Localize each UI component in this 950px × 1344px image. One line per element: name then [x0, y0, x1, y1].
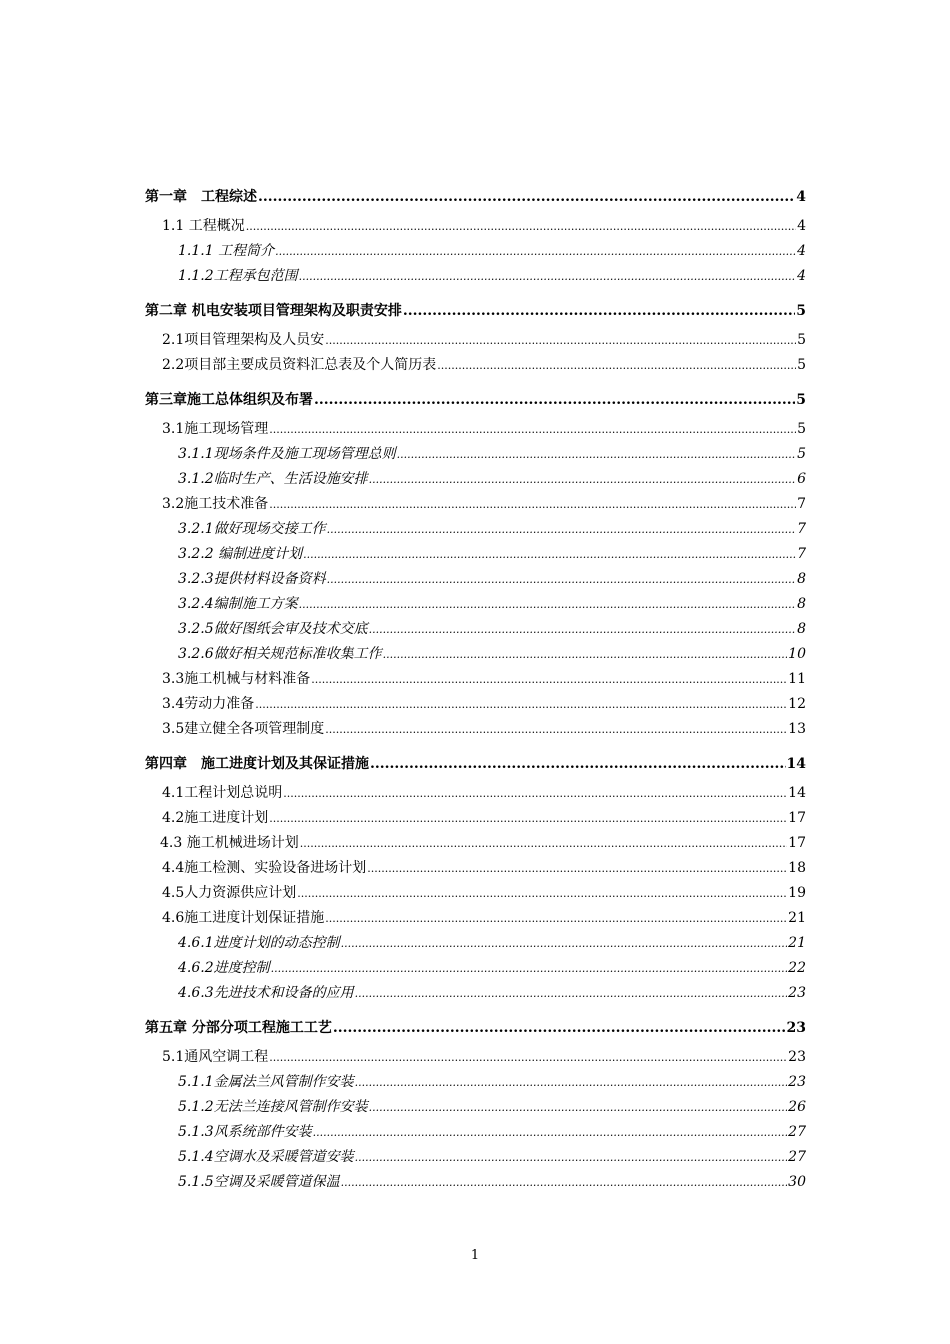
leader-dots — [269, 1045, 787, 1070]
toc-page: 23 — [788, 1049, 806, 1065]
leader-dots — [311, 667, 787, 692]
leader-dots — [325, 906, 787, 931]
toc-title: 3.2施工技术准备 — [162, 496, 269, 512]
toc-subsection[interactable] — [145, 1145, 806, 1170]
toc-page: 4 — [797, 218, 806, 234]
toc-page: 23 — [786, 1020, 806, 1036]
toc-page: 6 — [797, 471, 806, 487]
leader-dots — [369, 1095, 788, 1120]
toc-section[interactable] — [145, 831, 806, 856]
toc-subsection[interactable] — [145, 442, 806, 467]
toc-title: 4.6.1进度计划的动态控制 — [178, 935, 340, 951]
toc-chapter[interactable] — [145, 299, 806, 324]
leader-dots — [258, 185, 795, 210]
toc-page: 21 — [788, 935, 806, 951]
toc-title: 第五章 分部分项工程施工工艺 — [145, 1020, 332, 1036]
table-of-contents — [145, 185, 806, 1195]
toc-chapter[interactable] — [145, 1016, 806, 1041]
leader-dots — [297, 881, 787, 906]
toc-page: 8 — [797, 596, 806, 612]
toc-subsection[interactable] — [145, 517, 806, 542]
toc-subsection[interactable] — [145, 617, 806, 642]
leader-dots — [313, 1120, 788, 1145]
toc-title: 4.6.3先进技术和设备的应用 — [178, 985, 354, 1001]
toc-title: 1.1 工程概况 — [162, 218, 245, 234]
toc-subsection[interactable] — [145, 956, 806, 981]
leader-dots — [355, 1070, 788, 1095]
toc-title: 5.1通风空调工程 — [162, 1049, 269, 1065]
toc-page: 17 — [788, 810, 806, 826]
toc-title: 3.1.2临时生产、生活设施安排 — [178, 471, 368, 487]
toc-subsection[interactable] — [145, 239, 806, 264]
toc-page: 5 — [796, 303, 806, 319]
toc-page: 23 — [788, 985, 806, 1001]
toc-page: 11 — [788, 671, 806, 687]
toc-title: 4.3 施工机械进场计划 — [160, 835, 299, 851]
toc-title: 3.2.2 编制进度计划 — [178, 546, 303, 562]
toc-subsection[interactable] — [145, 567, 806, 592]
toc-page: 19 — [788, 885, 806, 901]
leader-dots — [437, 353, 796, 378]
toc-title: 3.2.5做好图纸会审及技术交底 — [178, 621, 368, 637]
leader-dots — [369, 617, 796, 642]
toc-subsection[interactable] — [145, 1095, 806, 1120]
leader-dots — [355, 981, 788, 1006]
toc-section[interactable] — [145, 214, 806, 239]
toc-page: 12 — [788, 696, 806, 712]
leader-dots — [403, 299, 795, 324]
toc-chapter[interactable] — [145, 185, 806, 210]
toc-page: 22 — [788, 960, 806, 976]
toc-title: 3.4劳动力准备 — [162, 696, 255, 712]
toc-page: 7 — [797, 546, 806, 562]
toc-title: 3.2.3提供材料设备资料 — [178, 571, 326, 587]
toc-page: 14 — [786, 756, 806, 772]
toc-title: 5.1.2无法兰连接风管制作安装 — [178, 1099, 368, 1115]
toc-page: 5 — [796, 392, 806, 408]
leader-dots — [333, 1016, 786, 1041]
toc-page: 7 — [797, 496, 806, 512]
toc-title: 3.1.1现场条件及施工现场管理总则 — [178, 446, 396, 462]
toc-subsection[interactable] — [145, 931, 806, 956]
leader-dots — [355, 1145, 788, 1170]
toc-title: 3.5建立健全各项管理制度 — [162, 721, 325, 737]
toc-page: 17 — [788, 835, 806, 851]
leader-dots — [303, 542, 796, 567]
toc-page: 5 — [797, 421, 806, 437]
toc-subsection[interactable] — [145, 1070, 806, 1095]
leader-dots — [269, 417, 796, 442]
toc-subsection[interactable] — [145, 1170, 806, 1195]
toc-subsection[interactable] — [145, 467, 806, 492]
toc-title: 2.1项目管理架构及人员安 — [162, 332, 325, 348]
leader-dots — [283, 781, 787, 806]
toc-title: 第二章 机电安装项目管理架构及职责安排 — [145, 303, 402, 319]
leader-dots — [327, 517, 796, 542]
toc-title: 4.4施工检测、实验设备进场计划 — [162, 860, 367, 876]
toc-page: 21 — [788, 910, 806, 926]
toc-page: 27 — [788, 1149, 806, 1165]
toc-title: 2.2项目部主要成员资料汇总表及个人简历表 — [162, 357, 437, 373]
toc-page: 4 — [797, 268, 806, 284]
toc-title: 3.1施工现场管理 — [162, 421, 269, 437]
leader-dots — [327, 567, 796, 592]
toc-subsection[interactable] — [145, 264, 806, 289]
toc-page: 26 — [788, 1099, 806, 1115]
leader-dots — [255, 692, 787, 717]
toc-title: 5.1.5空调及采暖管道保温 — [178, 1174, 340, 1190]
toc-page: 27 — [788, 1124, 806, 1140]
toc-page: 4 — [797, 243, 806, 259]
toc-page: 4 — [796, 189, 806, 205]
toc-title: 4.1工程计划总说明 — [162, 785, 283, 801]
toc-page: 5 — [797, 332, 806, 348]
toc-section[interactable] — [145, 781, 806, 806]
toc-section[interactable] — [145, 1045, 806, 1070]
toc-page: 7 — [797, 521, 806, 537]
toc-title: 4.6施工进度计划保证措施 — [162, 910, 325, 926]
toc-section[interactable] — [145, 692, 806, 717]
page-number: 1 — [470, 1248, 480, 1263]
toc-section[interactable] — [145, 417, 806, 442]
toc-subsection[interactable] — [145, 592, 806, 617]
leader-dots — [269, 492, 796, 517]
toc-section[interactable] — [145, 881, 806, 906]
toc-title: 第一章 工程综述 — [145, 189, 257, 205]
toc-title: 3.2.1做好现场交接工作 — [178, 521, 326, 537]
toc-page: 8 — [797, 621, 806, 637]
toc-page: 23 — [788, 1074, 806, 1090]
toc-subsection[interactable] — [145, 981, 806, 1006]
leader-dots — [275, 239, 796, 264]
leader-dots — [369, 467, 796, 492]
leader-dots — [300, 831, 787, 856]
toc-chapter[interactable] — [145, 752, 806, 777]
toc-page: 5 — [797, 357, 806, 373]
toc-title: 3.3施工机械与材料准备 — [162, 671, 311, 687]
toc-section[interactable] — [145, 353, 806, 378]
leader-dots — [325, 717, 787, 742]
toc-section[interactable] — [145, 856, 806, 881]
leader-dots — [271, 956, 788, 981]
toc-page: 10 — [788, 646, 806, 662]
toc-title: 5.1.3风系统部件安装 — [178, 1124, 312, 1140]
toc-section[interactable] — [145, 492, 806, 517]
toc-chapter[interactable] — [145, 388, 806, 413]
toc-subsection[interactable] — [145, 642, 806, 667]
leader-dots — [367, 856, 787, 881]
leader-dots — [299, 592, 796, 617]
toc-section[interactable] — [145, 806, 806, 831]
toc-title: 第四章 施工进度计划及其保证措施 — [145, 756, 369, 772]
leader-dots — [383, 642, 788, 667]
toc-page: 5 — [797, 446, 806, 462]
toc-title: 5.1.4空调水及采暖管道安装 — [178, 1149, 354, 1165]
leader-dots — [370, 752, 786, 777]
leader-dots — [341, 931, 788, 956]
toc-page: 30 — [788, 1174, 806, 1190]
toc-section[interactable] — [145, 667, 806, 692]
leader-dots — [246, 214, 796, 239]
leader-dots — [269, 806, 787, 831]
toc-title: 1.1.2工程承包范围 — [178, 268, 298, 284]
toc-page: 18 — [788, 860, 806, 876]
toc-subsection[interactable] — [145, 1120, 806, 1145]
toc-section[interactable] — [145, 717, 806, 742]
toc-title: 3.2.6做好相关规范标准收集工作 — [178, 646, 382, 662]
toc-title: 1.1.1 工程简介 — [178, 243, 275, 259]
toc-title: 5.1.1金属法兰风管制作安装 — [178, 1074, 354, 1090]
toc-section[interactable] — [145, 328, 806, 353]
leader-dots — [325, 328, 796, 353]
toc-page: 14 — [788, 785, 806, 801]
toc-page: 13 — [788, 721, 806, 737]
toc-subsection[interactable] — [145, 542, 806, 567]
toc-section[interactable] — [145, 906, 806, 931]
toc-title: 4.2施工进度计划 — [162, 810, 269, 826]
leader-dots — [341, 1170, 788, 1195]
toc-title: 4.5人力资源供应计划 — [162, 885, 297, 901]
toc-page: 8 — [797, 571, 806, 587]
toc-title: 第三章施工总体组织及布署 — [145, 392, 313, 408]
leader-dots — [397, 442, 796, 467]
toc-title: 3.2.4编制施工方案 — [178, 596, 298, 612]
toc-title: 4.6.2进度控制 — [178, 960, 270, 976]
leader-dots — [314, 388, 795, 413]
leader-dots — [299, 264, 796, 289]
